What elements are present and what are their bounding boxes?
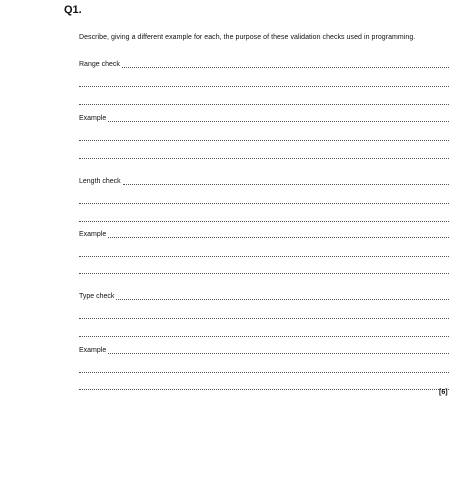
answer-line[interactable] — [79, 78, 449, 88]
type-check-label: Type check — [79, 293, 115, 300]
answer-line[interactable] — [79, 265, 449, 275]
answer-line[interactable] — [79, 195, 449, 205]
answer-dotted-line — [123, 184, 449, 185]
answer-dotted-line — [108, 121, 449, 122]
answer-line[interactable] — [79, 150, 449, 160]
answer-dotted-line — [79, 389, 449, 390]
answer-line[interactable] — [79, 248, 449, 258]
answer-dotted-line — [79, 104, 449, 105]
answer-dotted-line — [116, 299, 449, 300]
length-check-line[interactable] — [79, 176, 449, 186]
type-check-line[interactable] — [79, 291, 449, 301]
answer-dotted-line — [79, 221, 449, 222]
answer-dotted-line — [108, 353, 449, 354]
example-label: Example — [79, 347, 107, 354]
answer-dotted-line — [79, 158, 449, 159]
answer-line[interactable] — [79, 213, 449, 223]
answer-dotted-line — [79, 256, 449, 257]
answer-dotted-line — [79, 140, 449, 141]
answer-line[interactable] — [79, 96, 449, 106]
range-example-line[interactable] — [79, 113, 449, 123]
answer-dotted-line — [122, 67, 449, 68]
marks-total: [6] — [439, 389, 448, 396]
range-check-line[interactable] — [79, 59, 449, 69]
answer-dotted-line — [79, 273, 449, 274]
answer-line[interactable] — [79, 132, 449, 142]
answer-line[interactable] — [79, 328, 449, 338]
type-example-line[interactable] — [79, 345, 449, 355]
answer-dotted-line — [108, 237, 449, 238]
answer-line[interactable] — [79, 364, 449, 374]
range-check-label: Range check — [79, 61, 120, 68]
length-example-line[interactable] — [79, 229, 449, 239]
example-label: Example — [79, 231, 107, 238]
answer-dotted-line — [79, 336, 449, 337]
question-number: Q1. — [64, 4, 82, 16]
answer-line[interactable] — [79, 310, 449, 320]
answer-dotted-line — [79, 86, 449, 87]
answer-line[interactable] — [79, 381, 449, 391]
answer-dotted-line — [79, 372, 449, 373]
question-prompt: Describe, giving a different example for each, the purpose of these validation checks used in programming. — [79, 34, 416, 41]
length-check-label: Length check — [79, 178, 121, 185]
answer-dotted-line — [79, 203, 449, 204]
example-label: Example — [79, 115, 107, 122]
answer-dotted-line — [79, 318, 449, 319]
